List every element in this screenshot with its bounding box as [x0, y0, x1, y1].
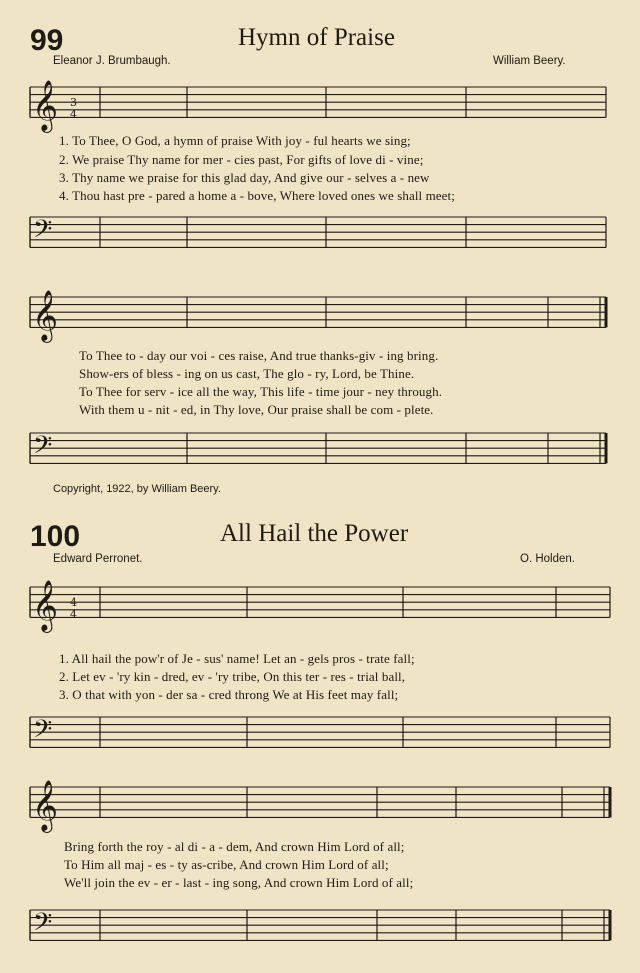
hymn-title-100: All Hail the Power: [220, 520, 409, 547]
composer-100: O. Holden.: [520, 553, 575, 565]
bass-clef-icon: 𝄢: [33, 715, 53, 750]
verse-4-line: With them u - nit - ed, in Thy love, Our praise shall be com - plete.: [79, 402, 434, 417]
bass-staff-100-2: [0, 905, 640, 955]
bass-staff-99-1: [0, 212, 640, 262]
bass-clef-icon: 𝄢: [33, 215, 53, 250]
verse-2-line: 2. Let ev - 'ry kin - dred, ev - 'ry tribe, On this ter - res - trial ball,: [59, 669, 406, 684]
verse-2-line: To Him all maj - es - ty as-cribe, And crown Him Lord of all;: [64, 857, 389, 872]
copyright-notice: Copyright, 1922, by William Beery.: [53, 483, 221, 495]
verse-3-line: 3. Thy name we praise for this glad day, And give our - selves a - new: [59, 170, 430, 185]
verse-3-line: To Thee for serv - ice all the way, This life - time jour - ney through.: [79, 384, 443, 399]
bass-staff-100-1: [0, 712, 640, 762]
treble-staff-99-2: [0, 292, 640, 342]
lyricist-100: Edward Perronet.: [53, 553, 143, 565]
treble-staff-100-2: [0, 782, 640, 832]
verse-1-line: To Thee to - day our voi - ces raise, And true thanks-giv - ing bring.: [79, 348, 439, 363]
treble-clef-icon: 𝄞: [32, 80, 59, 131]
treble-clef-icon: 𝄞: [32, 290, 59, 341]
bass-staff-99-2: [0, 428, 640, 478]
verse-2-line: 2. We praise Thy name for mer - cies past, For gifts of love di - vine;: [59, 152, 424, 167]
time-signature-icon: 3: [70, 96, 77, 109]
lyricist-99: Eleanor J. Brumbaugh.: [53, 55, 171, 67]
verse-3-line: We'll join the ev - er - last - ing song, And crown Him Lord of all;: [64, 875, 414, 890]
verse-2-line: Show-ers of bless - ing on us cast, The glo - ry, Lord, be Thine.: [79, 366, 415, 381]
composer-99: William Beery.: [493, 55, 566, 67]
treble-staff-100-1: [0, 582, 640, 632]
verse-1-line: Bring forth the roy - al di - a - dem, And crown Him Lord of all;: [64, 839, 405, 854]
bass-clef-icon: 𝄢: [33, 431, 53, 466]
bass-clef-icon: 𝄢: [33, 908, 53, 943]
hymn-title-99: Hymn of Praise: [238, 24, 395, 51]
time-signature-icon: 4: [70, 608, 77, 621]
verse-3-line: 3. O that with yon - der sa - cred throng We at His feet may fall;: [59, 687, 399, 702]
time-signature-icon: 4: [70, 596, 77, 609]
hymn-number-99: 99: [30, 24, 64, 57]
hymn-number-100: 100: [30, 520, 81, 553]
time-signature-icon: 4: [70, 108, 77, 121]
treble-clef-icon: 𝄞: [32, 580, 59, 631]
verse-1-line: 1. All hail the pow'r of Je - sus' name! Let an - gels pros - trate fall;: [59, 651, 415, 666]
verse-4-line: 4. Thou hast pre - pared a home a - bove, Where loved ones we shall meet;: [59, 188, 455, 203]
treble-clef-icon: 𝄞: [32, 780, 59, 831]
treble-staff-99-1: [0, 82, 640, 132]
verse-1-line: 1. To Thee, O God, a hymn of praise With joy - ful hearts we sing;: [59, 133, 411, 148]
